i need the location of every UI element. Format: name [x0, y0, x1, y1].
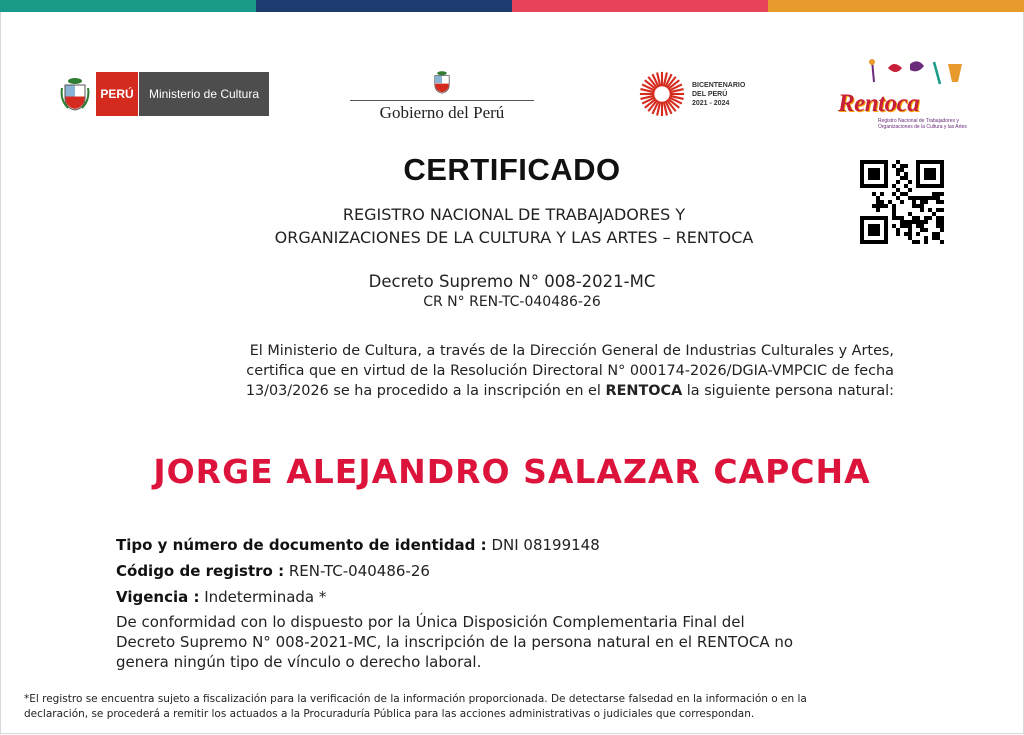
- person-name: JORGE ALEJANDRO SALAZAR CAPCHA: [153, 452, 871, 491]
- qr-module: [912, 196, 916, 200]
- color-bar: [0, 0, 1024, 12]
- qr-module: [940, 192, 944, 196]
- subtitle-line: ORGANIZACIONES DE LA CULTURA Y LAS ARTES – RENTOCA: [274, 228, 754, 247]
- subtitle-line: REGISTRO NACIONAL DE TRABAJADORES Y: [342, 205, 686, 224]
- registry-subtitle: [0, 203, 1024, 249]
- bicentenario-text: [692, 81, 745, 108]
- disposition-line: Decreto Supremo N° 008-2021-MC, la inscripción de la persona natural en el RENTOCA no: [116, 633, 794, 651]
- color-bar-teal: [0, 0, 256, 12]
- qr-module: [876, 196, 880, 200]
- rentoca-logo: [838, 58, 978, 130]
- bicentenario-logo: [638, 70, 745, 118]
- qr-module: [896, 196, 900, 200]
- coat-of-arms-icon: [429, 70, 455, 94]
- intro-line: certifica que en virtud de la Resolución Directoral N° 000174-2026/DGIA-VMPCIC de fecha: [246, 363, 894, 379]
- bicentenario-line: BICENTENARIO: [692, 81, 746, 89]
- rentoca-bold: RENTOCA: [605, 383, 683, 399]
- sunburst-icon: [638, 70, 686, 118]
- intro-line: [110, 381, 894, 401]
- qr-module: [904, 192, 908, 196]
- qr-module: [900, 192, 904, 196]
- intro-text: la siguiente persona natural:: [686, 383, 894, 399]
- footnote: [24, 692, 1004, 722]
- qr-module: [936, 196, 940, 200]
- disposition-line: De conformidad con lo dispuesto por la Única Disposición Complementaria Final del: [116, 613, 745, 631]
- code-value: REN-TC-040486-26: [288, 562, 430, 580]
- disposition-line: genera ningún tipo de vínculo o derecho laboral.: [116, 653, 482, 671]
- color-bar-orange: [768, 0, 1024, 12]
- gobierno-peru-logo: [350, 70, 534, 123]
- details-list: [116, 532, 916, 610]
- coat-of-arms-icon: [60, 76, 90, 112]
- qr-module: [928, 196, 932, 200]
- intro-paragraph: [110, 341, 894, 401]
- divider: [350, 100, 534, 101]
- validity-row: [116, 584, 916, 610]
- footnote-line: *El registro se encuentra sujeto a fiscalización para la verificación de la información proporcionada. De detectarse falsedad en la información o en la: [24, 693, 807, 705]
- ministerio-cultura-logo: [60, 72, 269, 116]
- bicentenario-line: DEL PERÚ: [692, 90, 728, 98]
- gobierno-label: Gobierno del Perú: [379, 103, 505, 122]
- disposition-paragraph: [116, 612, 916, 672]
- rentoca-wordmark: Rentoca: [838, 90, 920, 117]
- document-label: Tipo y número de documento de identidad :: [116, 536, 487, 554]
- cr-number: CR N° REN-TC-040486-26: [423, 294, 601, 310]
- qr-module: [920, 196, 924, 200]
- code-row: [116, 558, 916, 584]
- document-row: [116, 532, 916, 558]
- peru-label: PERÚ: [96, 72, 138, 116]
- qr-module: [892, 192, 896, 196]
- decreto-supremo: Decreto Supremo N° 008-2021-MC: [368, 272, 656, 291]
- bicentenario-line: 2021 - 2024: [692, 99, 730, 107]
- document-value: DNI 08199148: [491, 536, 600, 554]
- qr-module: [932, 192, 936, 196]
- qr-module: [872, 192, 876, 196]
- footnote-line: declaración, se procederá a remitir los actuados a la Procuraduría Pública para las acciones administrativas o judiciales que correspondan.: [24, 708, 755, 720]
- art-tools-icon: [852, 58, 972, 86]
- qr-module: [936, 192, 940, 196]
- validity-value: Indeterminada *: [204, 588, 327, 606]
- intro-line: El Ministerio de Cultura, a través de la Dirección General de Industrias Culturales y Artes,: [249, 343, 894, 359]
- color-bar-red: [512, 0, 768, 12]
- qr-module: [908, 188, 912, 192]
- qr-module: [896, 188, 900, 192]
- qr-module: [924, 196, 928, 200]
- qr-module: [908, 196, 912, 200]
- ministerio-label: Ministerio de Cultura: [138, 72, 269, 116]
- certificate-title: CERTIFICADO: [403, 152, 621, 187]
- rentoca-subtitle: Registro Nacional de Trabajadores y Organizaciones de la Cultura y las Artes: [878, 118, 967, 130]
- intro-text: 13/03/2026 se ha procedido a la inscripción en el: [245, 383, 601, 399]
- code-label: Código de registro :: [116, 562, 285, 580]
- qr-module: [916, 196, 920, 200]
- validity-label: Vigencia :: [116, 588, 200, 606]
- color-bar-blue: [256, 0, 512, 12]
- qr-module: [932, 196, 936, 200]
- qr-module: [880, 192, 884, 196]
